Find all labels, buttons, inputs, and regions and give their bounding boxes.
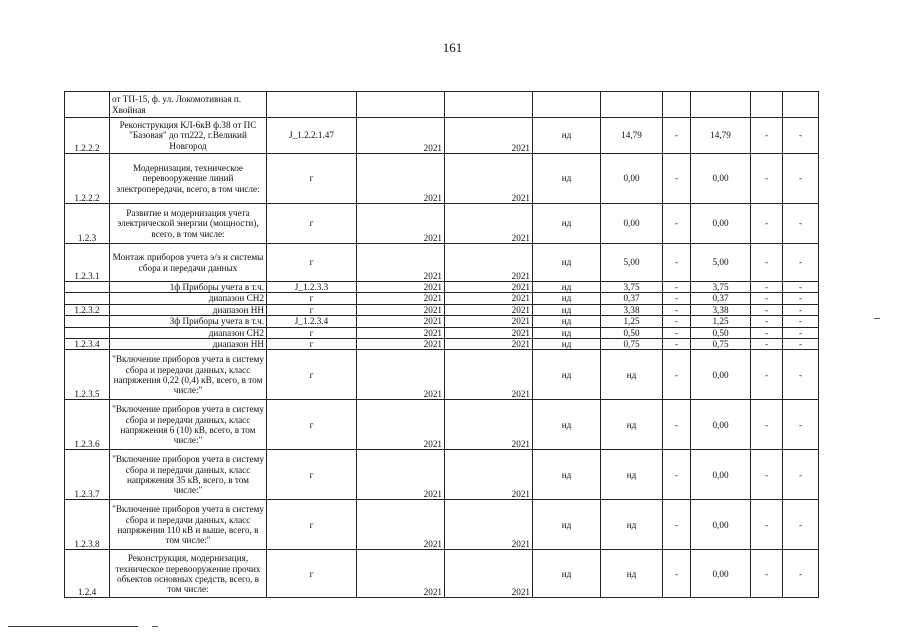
cell-code: г <box>267 293 357 304</box>
investment-program-table <box>64 91 819 598</box>
cell-v2: нд <box>601 400 663 450</box>
cell-num: 1.2.3.1 <box>65 244 110 282</box>
cell-y2: 2021 <box>445 550 533 598</box>
cell-code: J_1.2.2.1.47 <box>267 118 357 154</box>
cell-v4: 3,38 <box>691 304 751 315</box>
cell-y1: 2021 <box>357 450 445 500</box>
cell-v5 <box>751 92 783 118</box>
cell-v4: 0,75 <box>691 339 751 350</box>
cell-v3: - <box>663 244 691 282</box>
cell-v1: нд <box>533 400 601 450</box>
cell-v2: 14,79 <box>601 118 663 154</box>
cell-v2: 1,25 <box>601 316 663 327</box>
cell-y1: 2021 <box>357 118 445 154</box>
table-row <box>65 293 819 304</box>
footer-dash <box>152 626 158 627</box>
cell-v6: - <box>783 282 819 293</box>
cell-v2: нд <box>601 350 663 400</box>
cell-name: 1ф Приборы учета в т.ч. <box>110 282 267 293</box>
cell-v6: - <box>783 350 819 400</box>
cell-v3: - <box>663 293 691 304</box>
cell-v1: нд <box>533 293 601 304</box>
cell-v1 <box>533 92 601 118</box>
cell-num: 1.2.3.7 <box>65 450 110 500</box>
cell-v5: - <box>751 350 783 400</box>
cell-v5: - <box>751 327 783 338</box>
cell-v3: - <box>663 339 691 350</box>
cell-v5: - <box>751 154 783 204</box>
cell-num <box>65 293 110 304</box>
cell-num <box>65 316 110 327</box>
cell-name: "Включение приборов учета в систему сбора и передачи данных, класс напряжения 6 (10) кВ, всего, в том числе:" <box>110 400 267 450</box>
cell-y2: 2021 <box>445 304 533 315</box>
cell-v1: нд <box>533 316 601 327</box>
footer-rule <box>8 626 138 627</box>
cell-code: г <box>267 154 357 204</box>
cell-y1: 2021 <box>357 350 445 400</box>
cell-name: Реконструкция КЛ-6кВ ф.38 от ПС "Базовая" до тп222, г.Великий Новгород <box>110 118 267 154</box>
cell-v5: - <box>751 282 783 293</box>
cell-v4: 0,50 <box>691 327 751 338</box>
cell-code: J_1.2.3.4 <box>267 316 357 327</box>
cell-v1: нд <box>533 327 601 338</box>
cell-num: 1.2.2.2 <box>65 118 110 154</box>
cell-num: 1.2.3.6 <box>65 400 110 450</box>
cell-v2: 0,00 <box>601 204 663 244</box>
cell-v6: - <box>783 550 819 598</box>
cell-v5: - <box>751 304 783 315</box>
cell-num: 1.2.3 <box>65 204 110 244</box>
table-row <box>65 204 819 244</box>
cell-v3 <box>663 92 691 118</box>
cell-name: "Включение приборов учета в систему сбора и передачи данных, класс напряжения 0,22 (0,4) кВ, всего, в том числе:" <box>110 350 267 400</box>
cell-v1: нд <box>533 154 601 204</box>
cell-v2: 0,00 <box>601 154 663 204</box>
cell-name: диапазон СН2 <box>110 293 267 304</box>
cell-name: от ТП-15, ф. ул. Локомотивная п. Хвойная <box>110 92 267 118</box>
cell-v5: - <box>751 244 783 282</box>
cell-v2 <box>601 92 663 118</box>
cell-v2: 3,75 <box>601 282 663 293</box>
cell-v1: нд <box>533 350 601 400</box>
cell-y1: 2021 <box>357 244 445 282</box>
cell-y2: 2021 <box>445 282 533 293</box>
cell-v2: нд <box>601 450 663 500</box>
cell-v3: - <box>663 154 691 204</box>
cell-y1: 2021 <box>357 293 445 304</box>
cell-v3: - <box>663 204 691 244</box>
cell-code: J_1.2.3.3 <box>267 282 357 293</box>
cell-num: 1.2.3.5 <box>65 350 110 400</box>
cell-num: 1.2.2.2 <box>65 154 110 204</box>
cell-v2: нд <box>601 550 663 598</box>
cell-v1: нд <box>533 204 601 244</box>
cell-v4: 0,00 <box>691 450 751 500</box>
cell-y1 <box>357 92 445 118</box>
cell-v6: - <box>783 204 819 244</box>
cell-y2: 2021 <box>445 339 533 350</box>
cell-v2: 3,38 <box>601 304 663 315</box>
cell-v4: 14,79 <box>691 118 751 154</box>
cell-y1: 2021 <box>357 500 445 550</box>
cell-num <box>65 92 110 118</box>
cell-v6: - <box>783 316 819 327</box>
cell-v3: - <box>663 550 691 598</box>
cell-v4: 0,00 <box>691 350 751 400</box>
cell-v3: - <box>663 118 691 154</box>
cell-name: диапазон НН <box>110 304 267 315</box>
cell-v2: нд <box>601 500 663 550</box>
cell-y2: 2021 <box>445 327 533 338</box>
cell-v6: - <box>783 339 819 350</box>
cell-v1: нд <box>533 282 601 293</box>
cell-v3: - <box>663 316 691 327</box>
cell-y2: 2021 <box>445 316 533 327</box>
cell-v4: 0,00 <box>691 550 751 598</box>
cell-v6: - <box>783 293 819 304</box>
cell-y2: 2021 <box>445 350 533 400</box>
cell-v2: 0,37 <box>601 293 663 304</box>
cell-v2: 0,75 <box>601 339 663 350</box>
cell-y2: 2021 <box>445 154 533 204</box>
cell-y2: 2021 <box>445 400 533 450</box>
cell-v3: - <box>663 400 691 450</box>
cell-code: г <box>267 339 357 350</box>
cell-y1: 2021 <box>357 550 445 598</box>
cell-num: 1.2.3.2 <box>65 304 110 315</box>
cell-y1: 2021 <box>357 400 445 450</box>
cell-num: 1.2.4 <box>65 550 110 598</box>
cell-v4: 3,75 <box>691 282 751 293</box>
table-row <box>65 154 819 204</box>
cell-name: 3ф Приборы учета в т.ч. <box>110 316 267 327</box>
cell-v4: 0,00 <box>691 400 751 450</box>
cell-v6: - <box>783 118 819 154</box>
cell-v6: - <box>783 244 819 282</box>
cell-v5: - <box>751 316 783 327</box>
cell-v6: - <box>783 154 819 204</box>
cell-y1: 2021 <box>357 204 445 244</box>
cell-name: Развитие и модернизация учета электрической энергии (мощности), всего, в том числе: <box>110 204 267 244</box>
cell-v6: - <box>783 327 819 338</box>
cell-name: Реконструкция, модернизация, техническое перевооружение прочих объектов основных средств, всего, в том числе: <box>110 550 267 598</box>
cell-v6 <box>783 92 819 118</box>
cell-y2: 2021 <box>445 500 533 550</box>
cell-v5: - <box>751 550 783 598</box>
cell-v6: - <box>783 304 819 315</box>
cell-v5: - <box>751 339 783 350</box>
cell-num <box>65 327 110 338</box>
cell-code: г <box>267 550 357 598</box>
table-row <box>65 339 819 350</box>
cell-code: г <box>267 304 357 315</box>
table-row <box>65 118 819 154</box>
cell-num: 1.2.3.8 <box>65 500 110 550</box>
cell-v2: 5,00 <box>601 244 663 282</box>
cell-v3: - <box>663 327 691 338</box>
cell-v1: нд <box>533 339 601 350</box>
cell-y1: 2021 <box>357 154 445 204</box>
table-row <box>65 327 819 338</box>
cell-v6: - <box>783 450 819 500</box>
cell-y2: 2021 <box>445 118 533 154</box>
cell-v5: - <box>751 500 783 550</box>
cell-v3: - <box>663 350 691 400</box>
cell-v4: 0,00 <box>691 500 751 550</box>
cell-v5: - <box>751 204 783 244</box>
cell-code: г <box>267 244 357 282</box>
cell-code <box>267 92 357 118</box>
cell-y1: 2021 <box>357 316 445 327</box>
table-row <box>65 316 819 327</box>
cell-v3: - <box>663 304 691 315</box>
cell-y1: 2021 <box>357 282 445 293</box>
cell-y1: 2021 <box>357 339 445 350</box>
cell-code: г <box>267 327 357 338</box>
cell-name: Монтаж приборов учета э/э и системы сбора и передачи данных <box>110 244 267 282</box>
table-row <box>65 500 819 550</box>
cell-name: диапазон НН <box>110 339 267 350</box>
cell-y2: 2021 <box>445 244 533 282</box>
cell-y2: 2021 <box>445 204 533 244</box>
cell-y2: 2021 <box>445 450 533 500</box>
cell-y1: 2021 <box>357 304 445 315</box>
cell-v5: - <box>751 118 783 154</box>
cell-v1: нд <box>533 450 601 500</box>
cell-v4: 0,00 <box>691 154 751 204</box>
cell-v1: нд <box>533 500 601 550</box>
cell-v4: 0,37 <box>691 293 751 304</box>
cell-name: Модернизация, техническое перевооружение линий электропередачи, всего, в том числе: <box>110 154 267 204</box>
cell-v4 <box>691 92 751 118</box>
table-row <box>65 244 819 282</box>
table-row <box>65 400 819 450</box>
cell-v2: 0,50 <box>601 327 663 338</box>
cell-v3: - <box>663 500 691 550</box>
cell-v5: - <box>751 450 783 500</box>
table-row <box>65 550 819 598</box>
cell-v1: нд <box>533 550 601 598</box>
cell-v1: нд <box>533 304 601 315</box>
cell-code: г <box>267 500 357 550</box>
table-row <box>65 350 819 400</box>
cell-v6: - <box>783 500 819 550</box>
cell-v3: - <box>663 450 691 500</box>
cell-code: г <box>267 400 357 450</box>
cell-v4: 1,25 <box>691 316 751 327</box>
cell-code: г <box>267 204 357 244</box>
cell-v4: 5,00 <box>691 244 751 282</box>
cell-y2: 2021 <box>445 293 533 304</box>
cell-v5: - <box>751 400 783 450</box>
table-row <box>65 304 819 315</box>
cell-name: "Включение приборов учета в систему сбора и передачи данных, класс напряжения 35 кВ, всего, в том числе:" <box>110 450 267 500</box>
cell-v6: - <box>783 400 819 450</box>
table-row <box>65 282 819 293</box>
cell-v1: нд <box>533 118 601 154</box>
margin-mark <box>874 318 880 319</box>
cell-v5: - <box>751 293 783 304</box>
cell-num <box>65 282 110 293</box>
cell-y2 <box>445 92 533 118</box>
cell-v3: - <box>663 282 691 293</box>
cell-num: 1.2.3.4 <box>65 339 110 350</box>
cell-name: диапазон СН2 <box>110 327 267 338</box>
cell-v1: нд <box>533 244 601 282</box>
table-row <box>65 92 819 118</box>
cell-code: г <box>267 450 357 500</box>
table-row <box>65 450 819 500</box>
page-number: 161 <box>442 40 463 55</box>
cell-code: г <box>267 350 357 400</box>
cell-v4: 0,00 <box>691 204 751 244</box>
cell-name: "Включение приборов учета в систему сбора и передачи данных, класс напряжения 110 кВ и выше, всего, в том числе:" <box>110 500 267 550</box>
cell-y1: 2021 <box>357 327 445 338</box>
